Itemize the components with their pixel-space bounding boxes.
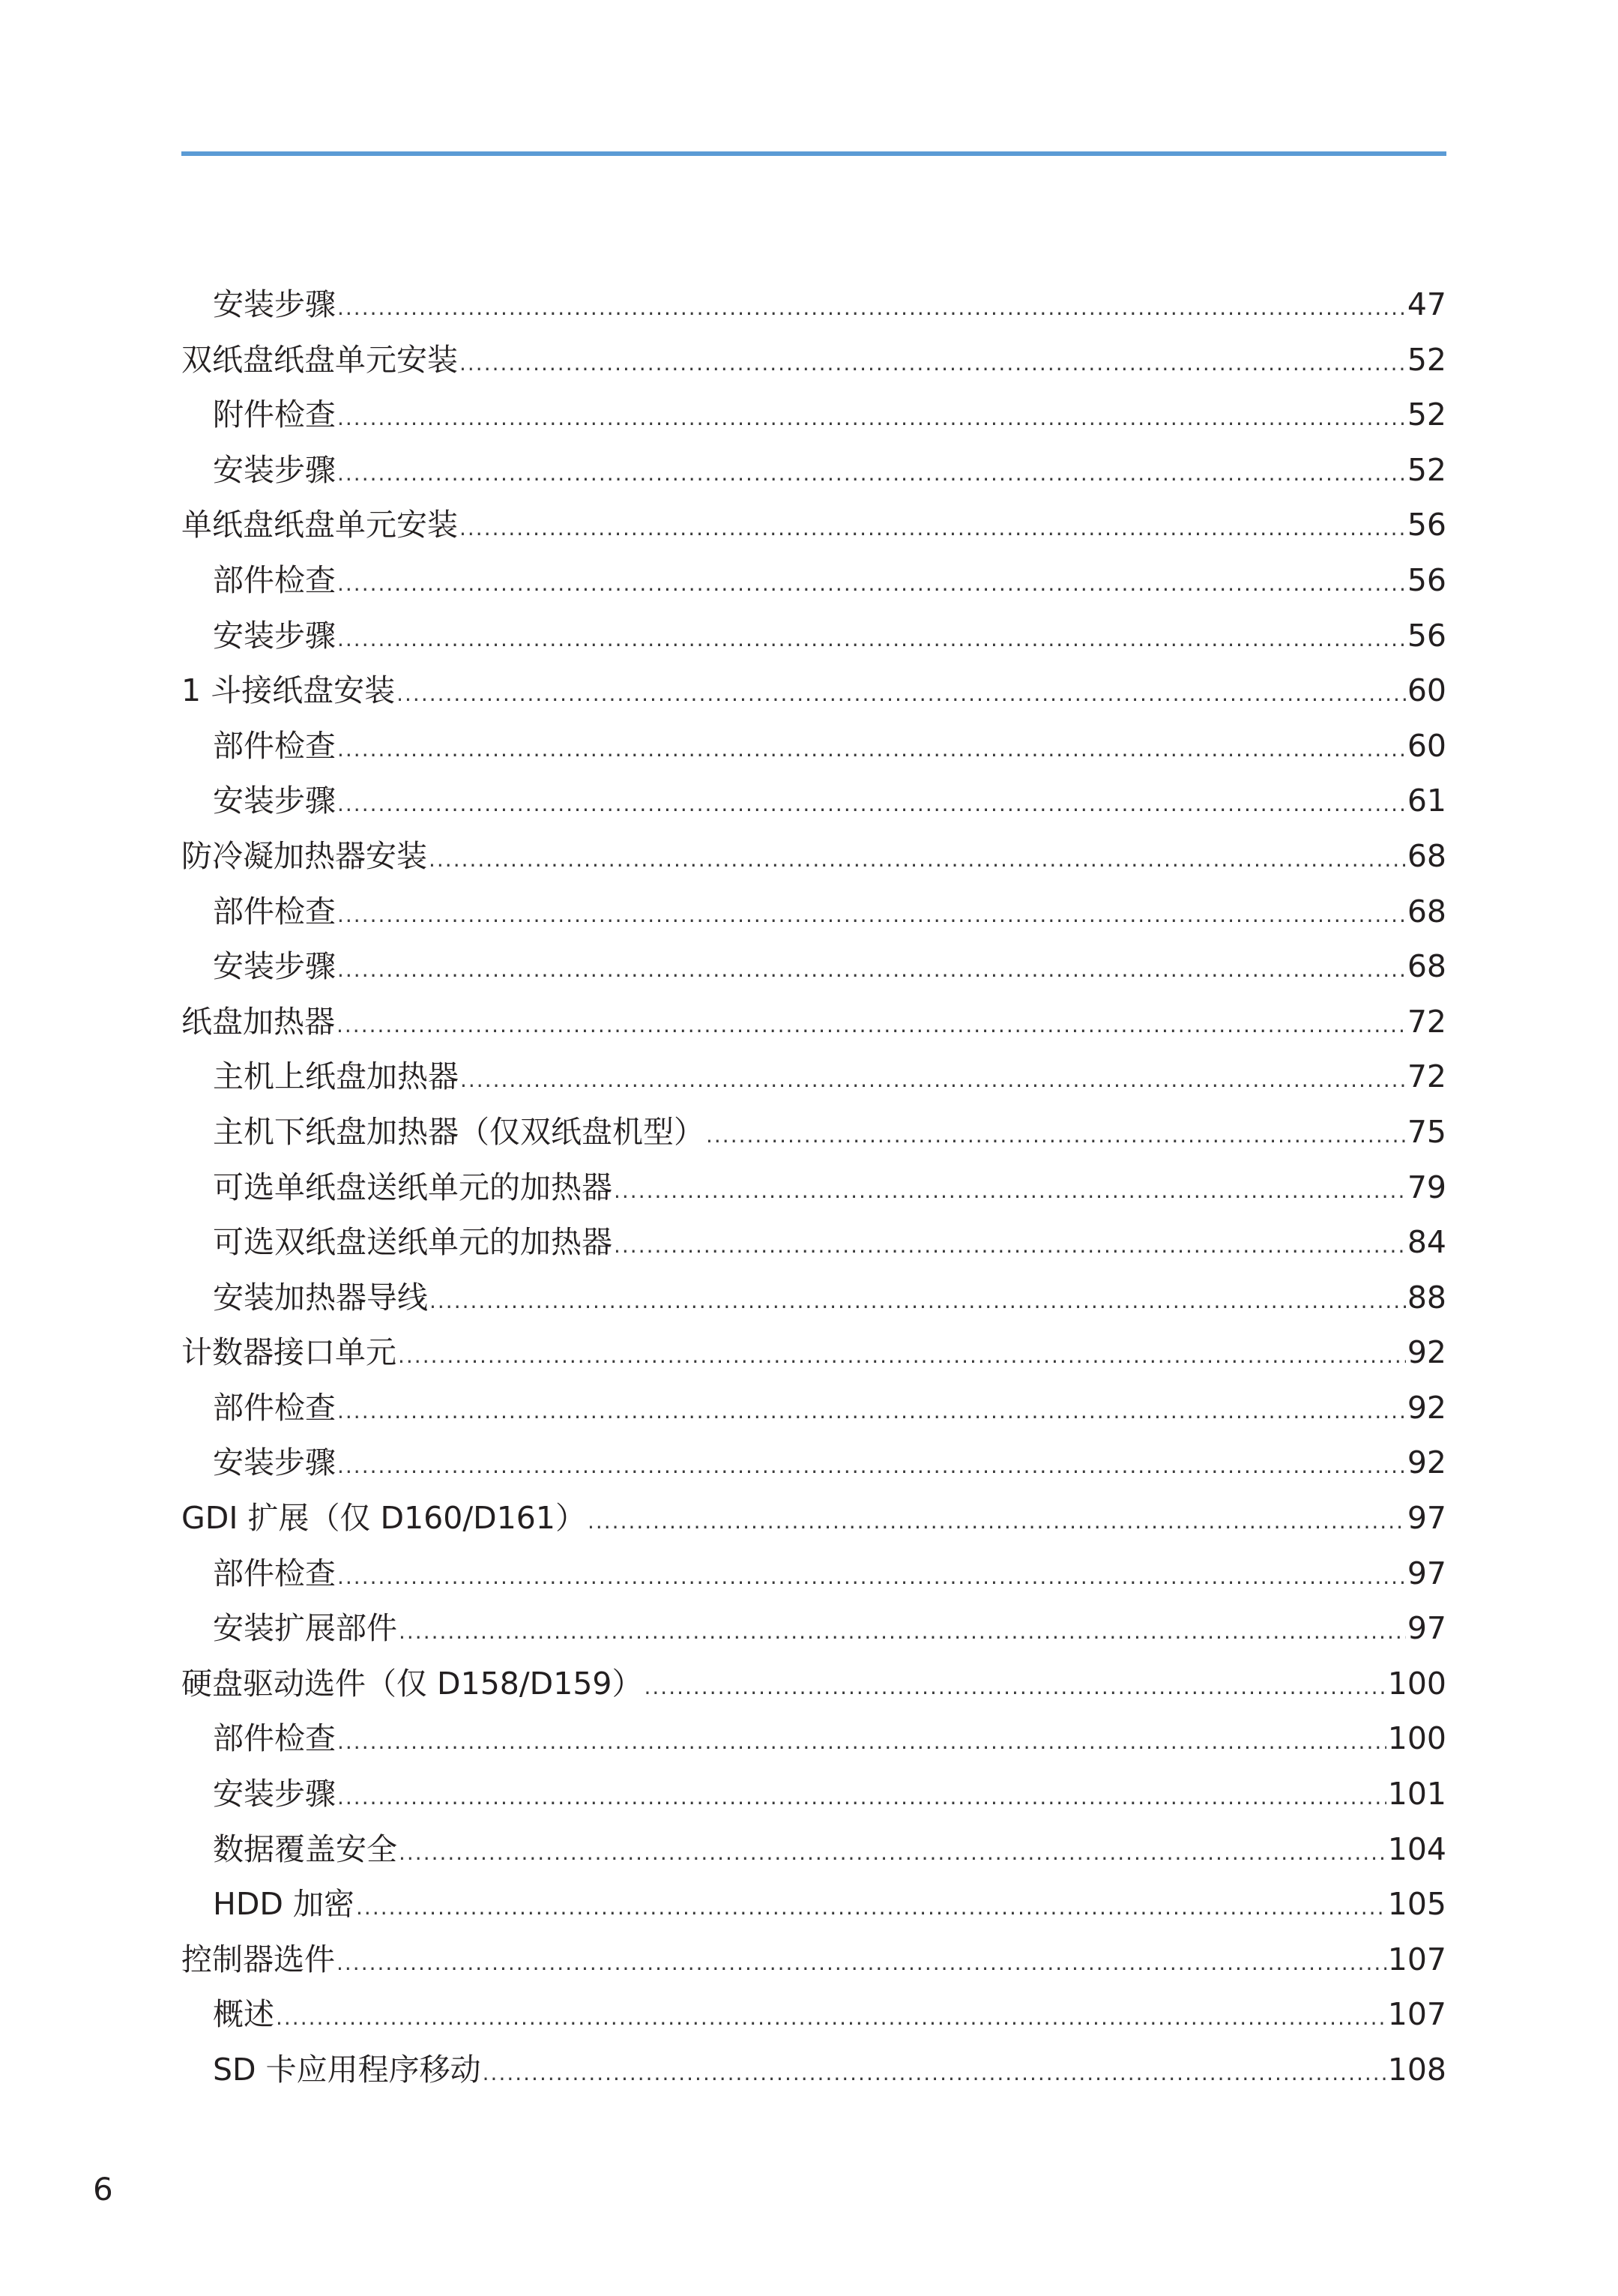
toc-entry[interactable] xyxy=(181,995,1446,1050)
toc-entry-title: 数据覆盖安全 xyxy=(213,1831,397,1867)
toc-entry-title: 部件检查 xyxy=(213,727,336,764)
toc-entry-title: 安装步骤 xyxy=(213,1444,336,1481)
toc-entry[interactable] xyxy=(181,1657,1446,1712)
dot-leader xyxy=(337,722,1406,777)
toc-entry[interactable] xyxy=(181,774,1446,829)
toc-entry-page: 68 xyxy=(1407,837,1446,874)
dot-leader xyxy=(399,1825,1386,1881)
toc-entry-page: 108 xyxy=(1387,2052,1446,2088)
dot-leader xyxy=(336,998,1406,1053)
toc-entry[interactable] xyxy=(181,719,1446,774)
toc-entry-page: 107 xyxy=(1387,1941,1446,1977)
dot-leader xyxy=(429,832,1406,888)
toc-entry[interactable] xyxy=(181,1711,1446,1767)
toc-entry-page: 100 xyxy=(1387,1665,1446,1702)
dot-leader xyxy=(614,1163,1406,1219)
toc-entry[interactable] xyxy=(181,1325,1446,1381)
toc-entry-title: 部件检查 xyxy=(213,561,336,598)
toc-entry-title: 双纸盘纸盘单元安装 xyxy=(181,341,458,378)
toc-entry-page: 60 xyxy=(1407,727,1446,764)
toc-entry-title: 安装步骤 xyxy=(213,948,336,985)
dot-leader xyxy=(337,942,1406,998)
dot-leader xyxy=(337,1770,1386,1825)
dot-leader xyxy=(337,280,1406,336)
toc-entry-page: 68 xyxy=(1407,893,1446,929)
toc-entry-page: 105 xyxy=(1387,1886,1446,1923)
toc-entry-title: 部件检查 xyxy=(213,1720,336,1757)
toc-entry-page: 84 xyxy=(1407,1224,1446,1261)
dot-leader xyxy=(645,1660,1386,1715)
toc-entry-page: 68 xyxy=(1407,948,1446,985)
toc-entry[interactable] xyxy=(181,1381,1446,1436)
dot-leader xyxy=(356,1880,1386,1935)
toc-entry[interactable] xyxy=(181,829,1446,885)
toc-entry-title: 硬盘驱动选件（仅 D158/D159） xyxy=(181,1665,643,1702)
dot-leader xyxy=(337,1714,1386,1770)
toc-entry-title: 安装加热器导线 xyxy=(213,1279,428,1316)
toc-entry[interactable] xyxy=(181,1546,1446,1602)
toc-entry[interactable] xyxy=(181,885,1446,940)
toc-entry-page: 52 xyxy=(1407,341,1446,378)
toc-entry-title: 可选单纸盘送纸单元的加热器 xyxy=(213,1169,612,1205)
toc-entry[interactable] xyxy=(181,1435,1446,1491)
toc-entry-title: 部件检查 xyxy=(213,1389,336,1426)
toc-entry-page: 92 xyxy=(1407,1334,1446,1371)
toc-entry[interactable] xyxy=(181,1987,1446,2043)
toc-entry-title: 部件检查 xyxy=(213,893,336,929)
toc-entry-title: 概述 xyxy=(213,1996,274,2033)
toc-entry-title: 安装步骤 xyxy=(213,451,336,488)
toc-entry-page: 79 xyxy=(1407,1169,1446,1205)
dot-leader xyxy=(337,612,1406,667)
toc-entry[interactable] xyxy=(181,1601,1446,1657)
toc-entry[interactable] xyxy=(181,1491,1446,1546)
toc-entry-title: 控制器选件 xyxy=(181,1941,335,1977)
toc-entry[interactable] xyxy=(181,1271,1446,1326)
toc-entry[interactable] xyxy=(181,277,1446,333)
toc-entry[interactable] xyxy=(181,939,1446,995)
toc-entry-title: 计数器接口单元 xyxy=(181,1334,396,1371)
toc-entry-page: 75 xyxy=(1407,1113,1446,1150)
dot-leader xyxy=(337,888,1406,943)
toc-entry-title: 部件检查 xyxy=(213,1555,336,1591)
toc-entry-title: HDD 加密 xyxy=(213,1886,355,1923)
dot-leader xyxy=(336,1935,1386,1991)
dot-leader xyxy=(460,1052,1406,1108)
toc-entry-title: 安装步骤 xyxy=(213,286,336,322)
toc-entry[interactable] xyxy=(181,2043,1446,2098)
toc-entry[interactable] xyxy=(181,1767,1446,1822)
toc-entry-page: 52 xyxy=(1407,397,1446,433)
toc-entry[interactable] xyxy=(181,1049,1446,1105)
dot-leader xyxy=(337,446,1406,501)
toc-entry[interactable] xyxy=(181,1105,1446,1160)
dot-leader xyxy=(337,1549,1406,1605)
toc-entry-title: 纸盘加热器 xyxy=(181,1003,335,1040)
toc-entry-title: 可选双纸盘送纸单元的加热器 xyxy=(213,1224,612,1261)
toc-entry[interactable] xyxy=(181,1932,1446,1988)
dot-leader xyxy=(614,1218,1406,1274)
toc-entry-title: 安装步骤 xyxy=(213,1776,336,1813)
toc-entry[interactable] xyxy=(181,333,1446,388)
page-number: 6 xyxy=(93,2171,113,2208)
dot-leader xyxy=(706,1108,1406,1163)
toc-entry-page: 92 xyxy=(1407,1389,1446,1426)
toc-entry[interactable] xyxy=(181,388,1446,443)
toc-entry-title: SD 卡应用程序移动 xyxy=(213,2052,481,2088)
toc-entry[interactable] xyxy=(181,609,1446,664)
toc-entry-page: 88 xyxy=(1407,1279,1446,1316)
toc-entry-title: 附件检查 xyxy=(213,397,336,433)
table-of-contents xyxy=(181,277,1446,2098)
toc-entry-page: 72 xyxy=(1407,1058,1446,1095)
dot-leader xyxy=(276,1990,1386,2046)
dot-leader xyxy=(429,1274,1406,1329)
dot-leader xyxy=(337,1438,1406,1494)
toc-entry-title: 主机上纸盘加热器 xyxy=(213,1058,459,1095)
toc-entry-page: 61 xyxy=(1407,783,1446,819)
dot-leader xyxy=(398,1328,1406,1384)
dot-leader xyxy=(588,1494,1406,1549)
toc-entry-title: 安装步骤 xyxy=(213,617,336,654)
toc-entry[interactable] xyxy=(181,443,1446,498)
toc-entry-page: 72 xyxy=(1407,1003,1446,1040)
toc-entry-page: 56 xyxy=(1407,617,1446,654)
dot-leader xyxy=(483,2046,1386,2101)
header-rule xyxy=(181,151,1446,156)
dot-leader xyxy=(337,777,1406,832)
toc-entry[interactable] xyxy=(181,1160,1446,1216)
toc-entry-page: 92 xyxy=(1407,1444,1446,1481)
toc-entry[interactable] xyxy=(181,1215,1446,1271)
toc-entry-title: 1 斗接纸盘安装 xyxy=(181,672,396,709)
dot-leader xyxy=(396,666,1406,722)
toc-entry-page: 101 xyxy=(1387,1776,1446,1813)
toc-entry-page: 60 xyxy=(1407,672,1446,709)
toc-entry-title: 安装步骤 xyxy=(213,783,336,819)
toc-entry-page: 47 xyxy=(1407,286,1446,322)
dot-leader xyxy=(337,556,1406,612)
toc-entry-page: 100 xyxy=(1387,1720,1446,1757)
toc-entry-page: 97 xyxy=(1407,1555,1446,1591)
toc-entry[interactable] xyxy=(181,553,1446,609)
toc-entry[interactable] xyxy=(181,1877,1446,1932)
toc-entry[interactable] xyxy=(181,498,1446,553)
dot-leader xyxy=(337,1384,1406,1439)
toc-entry-title: 安装扩展部件 xyxy=(213,1610,397,1647)
toc-entry[interactable] xyxy=(181,663,1446,719)
toc-entry-title: GDI 扩展（仅 D160/D161） xyxy=(181,1500,586,1537)
dot-leader xyxy=(337,391,1406,446)
dot-leader xyxy=(459,336,1406,391)
toc-entry-title: 防冷凝加热器安装 xyxy=(181,837,427,874)
dot-leader xyxy=(459,501,1406,556)
toc-entry-page: 56 xyxy=(1407,561,1446,598)
toc-entry-page: 97 xyxy=(1407,1500,1446,1537)
toc-entry-page: 97 xyxy=(1407,1610,1446,1647)
toc-entry-title: 主机下纸盘加热器（仅双纸盘机型） xyxy=(213,1113,704,1150)
toc-entry[interactable] xyxy=(181,1822,1446,1878)
toc-entry-page: 52 xyxy=(1407,451,1446,488)
toc-entry-page: 107 xyxy=(1387,1996,1446,2033)
dot-leader xyxy=(399,1604,1406,1660)
toc-entry-page: 56 xyxy=(1407,507,1446,543)
toc-entry-title: 单纸盘纸盘单元安装 xyxy=(181,507,458,543)
toc-entry-page: 104 xyxy=(1387,1831,1446,1867)
